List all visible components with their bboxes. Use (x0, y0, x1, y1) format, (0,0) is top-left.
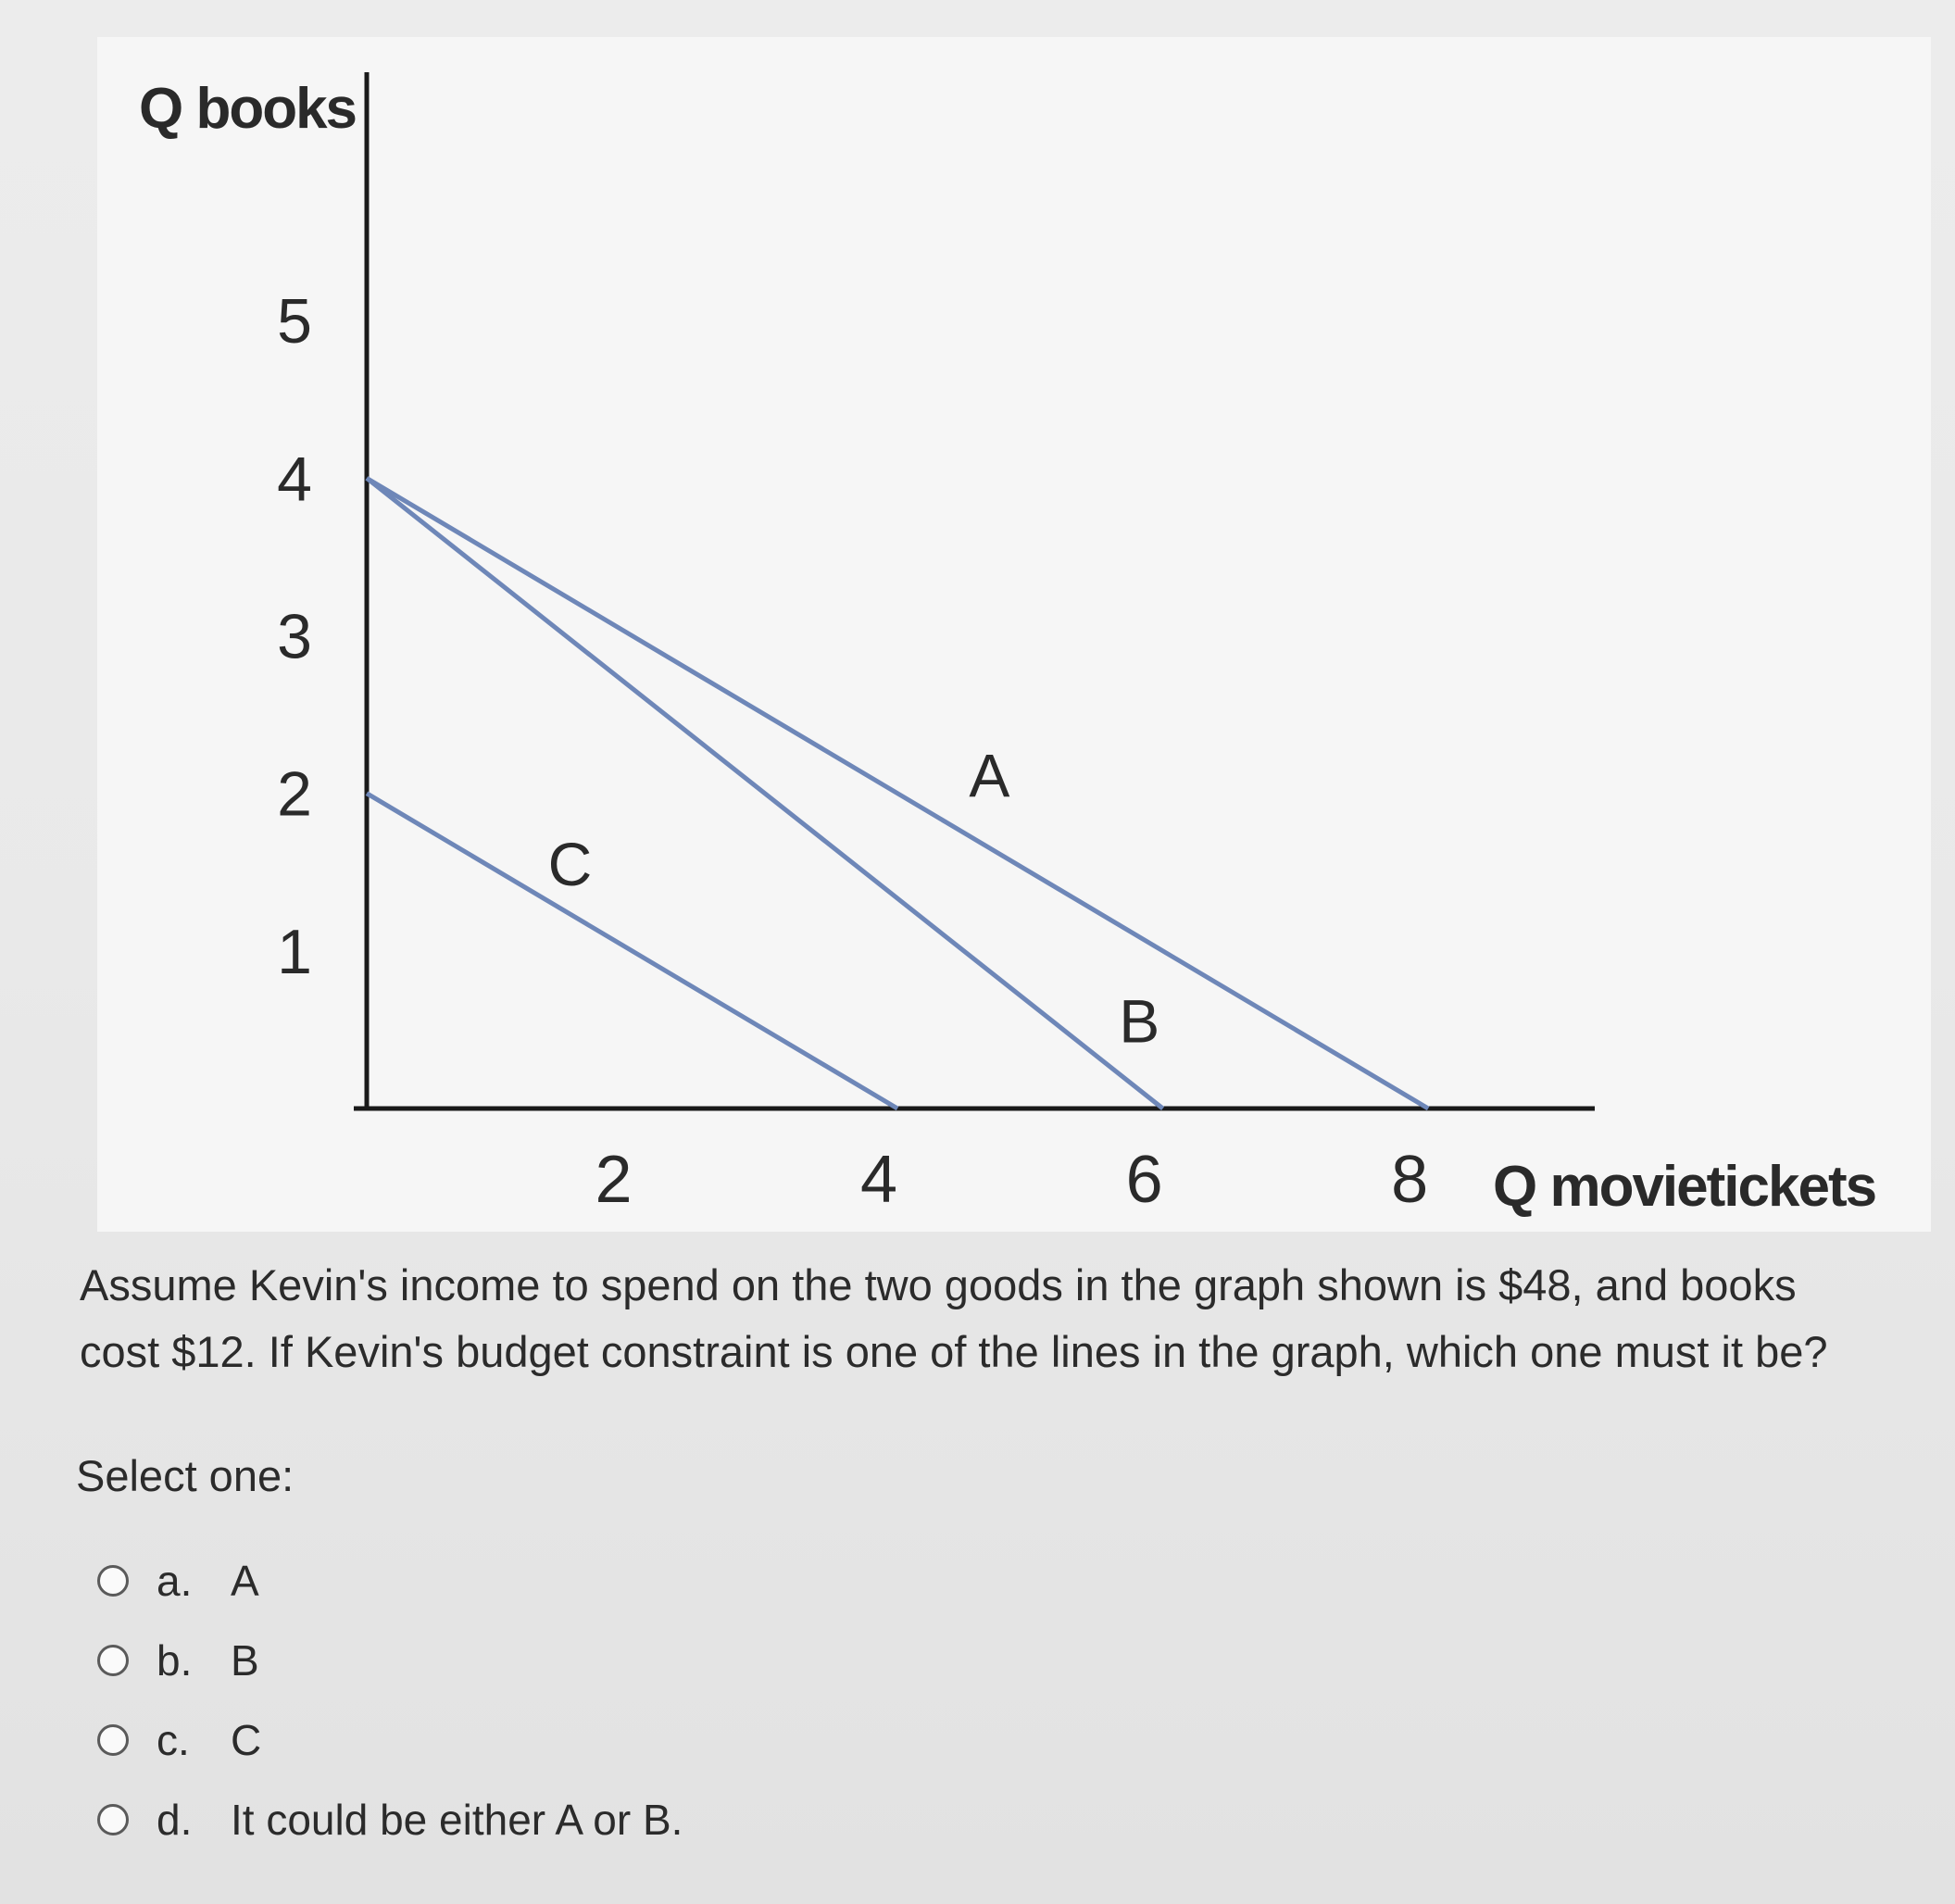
option-b[interactable] (97, 1621, 683, 1700)
y-tick-5: 5 (277, 286, 312, 357)
y-tick-1: 1 (277, 916, 312, 987)
y-tick-2: 2 (277, 758, 312, 830)
x-axis-label: Q movietickets (1493, 1155, 1876, 1219)
x-tick-6: 6 (1125, 1143, 1163, 1217)
line-label-c: C (547, 829, 593, 898)
option-a-letter: a. (157, 1557, 193, 1605)
question-line-2: cost $12. If Kevin's budget constraint is one of the lines in the graph, which one must it be? (80, 1327, 1828, 1376)
y-tick-3: 3 (277, 601, 312, 672)
option-b-text: B (231, 1636, 259, 1685)
x-tick-2: 2 (595, 1143, 633, 1217)
option-c-letter: c. (157, 1716, 190, 1764)
y-tick-4: 4 (277, 444, 312, 515)
option-d[interactable] (97, 1780, 683, 1860)
option-a-text: A (231, 1557, 259, 1605)
y-axis-label: Q books (139, 77, 357, 141)
budget-line-b (367, 478, 1163, 1109)
option-d-letter: d. (157, 1796, 193, 1844)
budget-line-c (367, 794, 897, 1109)
option-c-text: C (231, 1716, 262, 1764)
answer-options (97, 1541, 683, 1860)
radio-button-d[interactable] (97, 1804, 129, 1835)
radio-button-a[interactable] (97, 1565, 129, 1597)
budget-line-a (367, 478, 1428, 1109)
option-d-text: It could be either A or B. (231, 1796, 683, 1844)
select-one-label: Select one: (76, 1451, 295, 1500)
line-label-b: B (1119, 986, 1160, 1056)
option-b-letter: b. (157, 1636, 193, 1685)
line-label-a: A (969, 741, 1010, 810)
option-a[interactable] (97, 1541, 683, 1621)
x-tick-8: 8 (1391, 1143, 1429, 1217)
question-line-1: Assume Kevin's income to spend on the two goods in the graph shown is $48, and books (80, 1260, 1797, 1309)
option-c[interactable] (97, 1700, 683, 1780)
x-tick-4: 4 (860, 1143, 898, 1217)
radio-button-b[interactable] (97, 1645, 129, 1676)
radio-button-c[interactable] (97, 1724, 129, 1756)
question-text (80, 1252, 1895, 1385)
